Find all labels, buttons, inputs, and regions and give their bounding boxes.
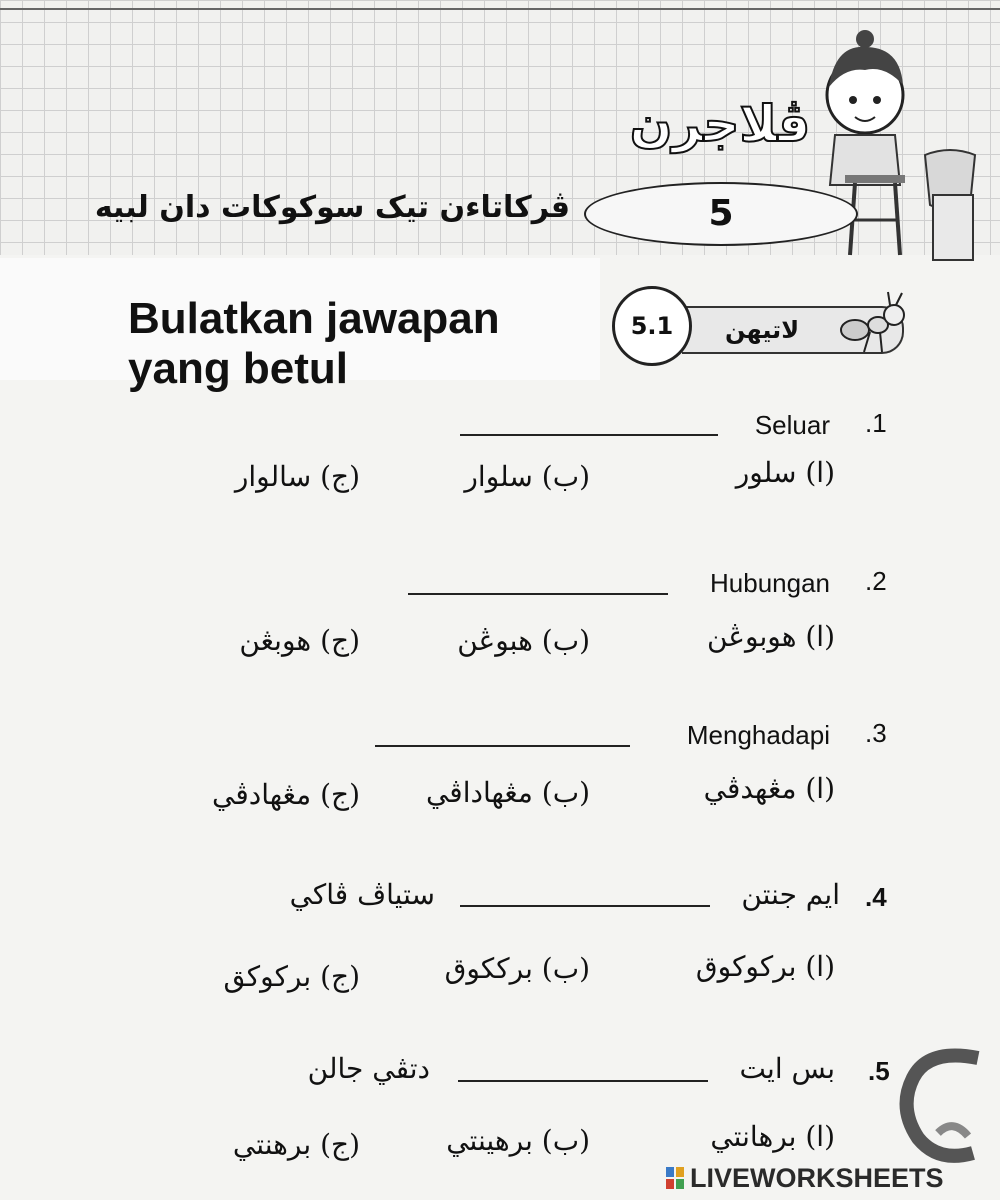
option-c[interactable]: (ج) هوبڠن [239, 624, 360, 657]
chapter-title: ڤركاتاءن تيک سوکوکات دان لبيه [94, 190, 570, 225]
option-c[interactable]: (ج) برکوکق [223, 960, 360, 993]
option-b[interactable]: (ب) مڠهاداڤي [425, 776, 590, 809]
question-number: .1 [865, 408, 887, 438]
answer-blank[interactable] [375, 745, 630, 747]
chapter-word: ڤلاجرن [629, 95, 811, 153]
option-b[interactable]: (ب) برککوق [444, 952, 590, 985]
chapter-number-oval [584, 182, 858, 246]
option-a[interactable]: (ا) برهانتي [710, 1120, 835, 1153]
option-b[interactable]: (ب) هبوڠن [457, 624, 590, 657]
option-c[interactable]: (ج) برهنتي [232, 1128, 360, 1161]
option-c[interactable]: (ج) سالوار [234, 460, 360, 493]
exercise-number: 5.1 [630, 312, 674, 340]
question-word: Seluar [754, 410, 830, 440]
question-word: Menghadapi [686, 720, 830, 750]
option-c[interactable]: (ج) مڠهادڤي [212, 778, 360, 811]
question-word: Hubungan [710, 568, 830, 598]
instruction-text: Bulatkan jawapan yang betul [128, 294, 500, 393]
question-number: .5 [868, 1056, 890, 1086]
exercise-label: لاتيهن [724, 316, 800, 344]
answer-blank[interactable] [460, 434, 718, 436]
question-number: .4 [865, 882, 887, 912]
question-number: .3 [865, 718, 887, 748]
option-a[interactable]: (ا) هوبوڠن [706, 620, 835, 653]
question-number: .2 [865, 566, 887, 596]
sentence-start: بس ايت [739, 1052, 835, 1085]
watermark: LIVEWORKSHEETS [690, 1163, 944, 1193]
sentence-end: دتڤي جالن [307, 1052, 430, 1085]
option-a[interactable]: (ا) سلور [735, 456, 835, 489]
sentence-start: ايم جنتن [741, 878, 840, 911]
answer-blank[interactable] [460, 905, 710, 907]
option-a[interactable]: (ا) مڠهدڤي [703, 772, 835, 805]
liveworksheets-logo-icon [665, 1166, 685, 1190]
answer-blank[interactable] [408, 593, 668, 595]
option-b[interactable]: (ب) سلوار [464, 460, 590, 493]
letter-decoration-icon [898, 1048, 988, 1168]
exercise-number-circle [612, 286, 692, 366]
sentence-end: ستياڤ ڤاکي [289, 878, 435, 911]
ant-mascot-icon [830, 290, 910, 360]
answer-blank[interactable] [458, 1080, 708, 1082]
top-divider [0, 8, 1000, 10]
option-b[interactable]: (ب) برهينتي [446, 1124, 590, 1157]
option-a[interactable]: (ا) برکوکوق [695, 950, 835, 983]
chapter-number: 5 [708, 193, 734, 234]
